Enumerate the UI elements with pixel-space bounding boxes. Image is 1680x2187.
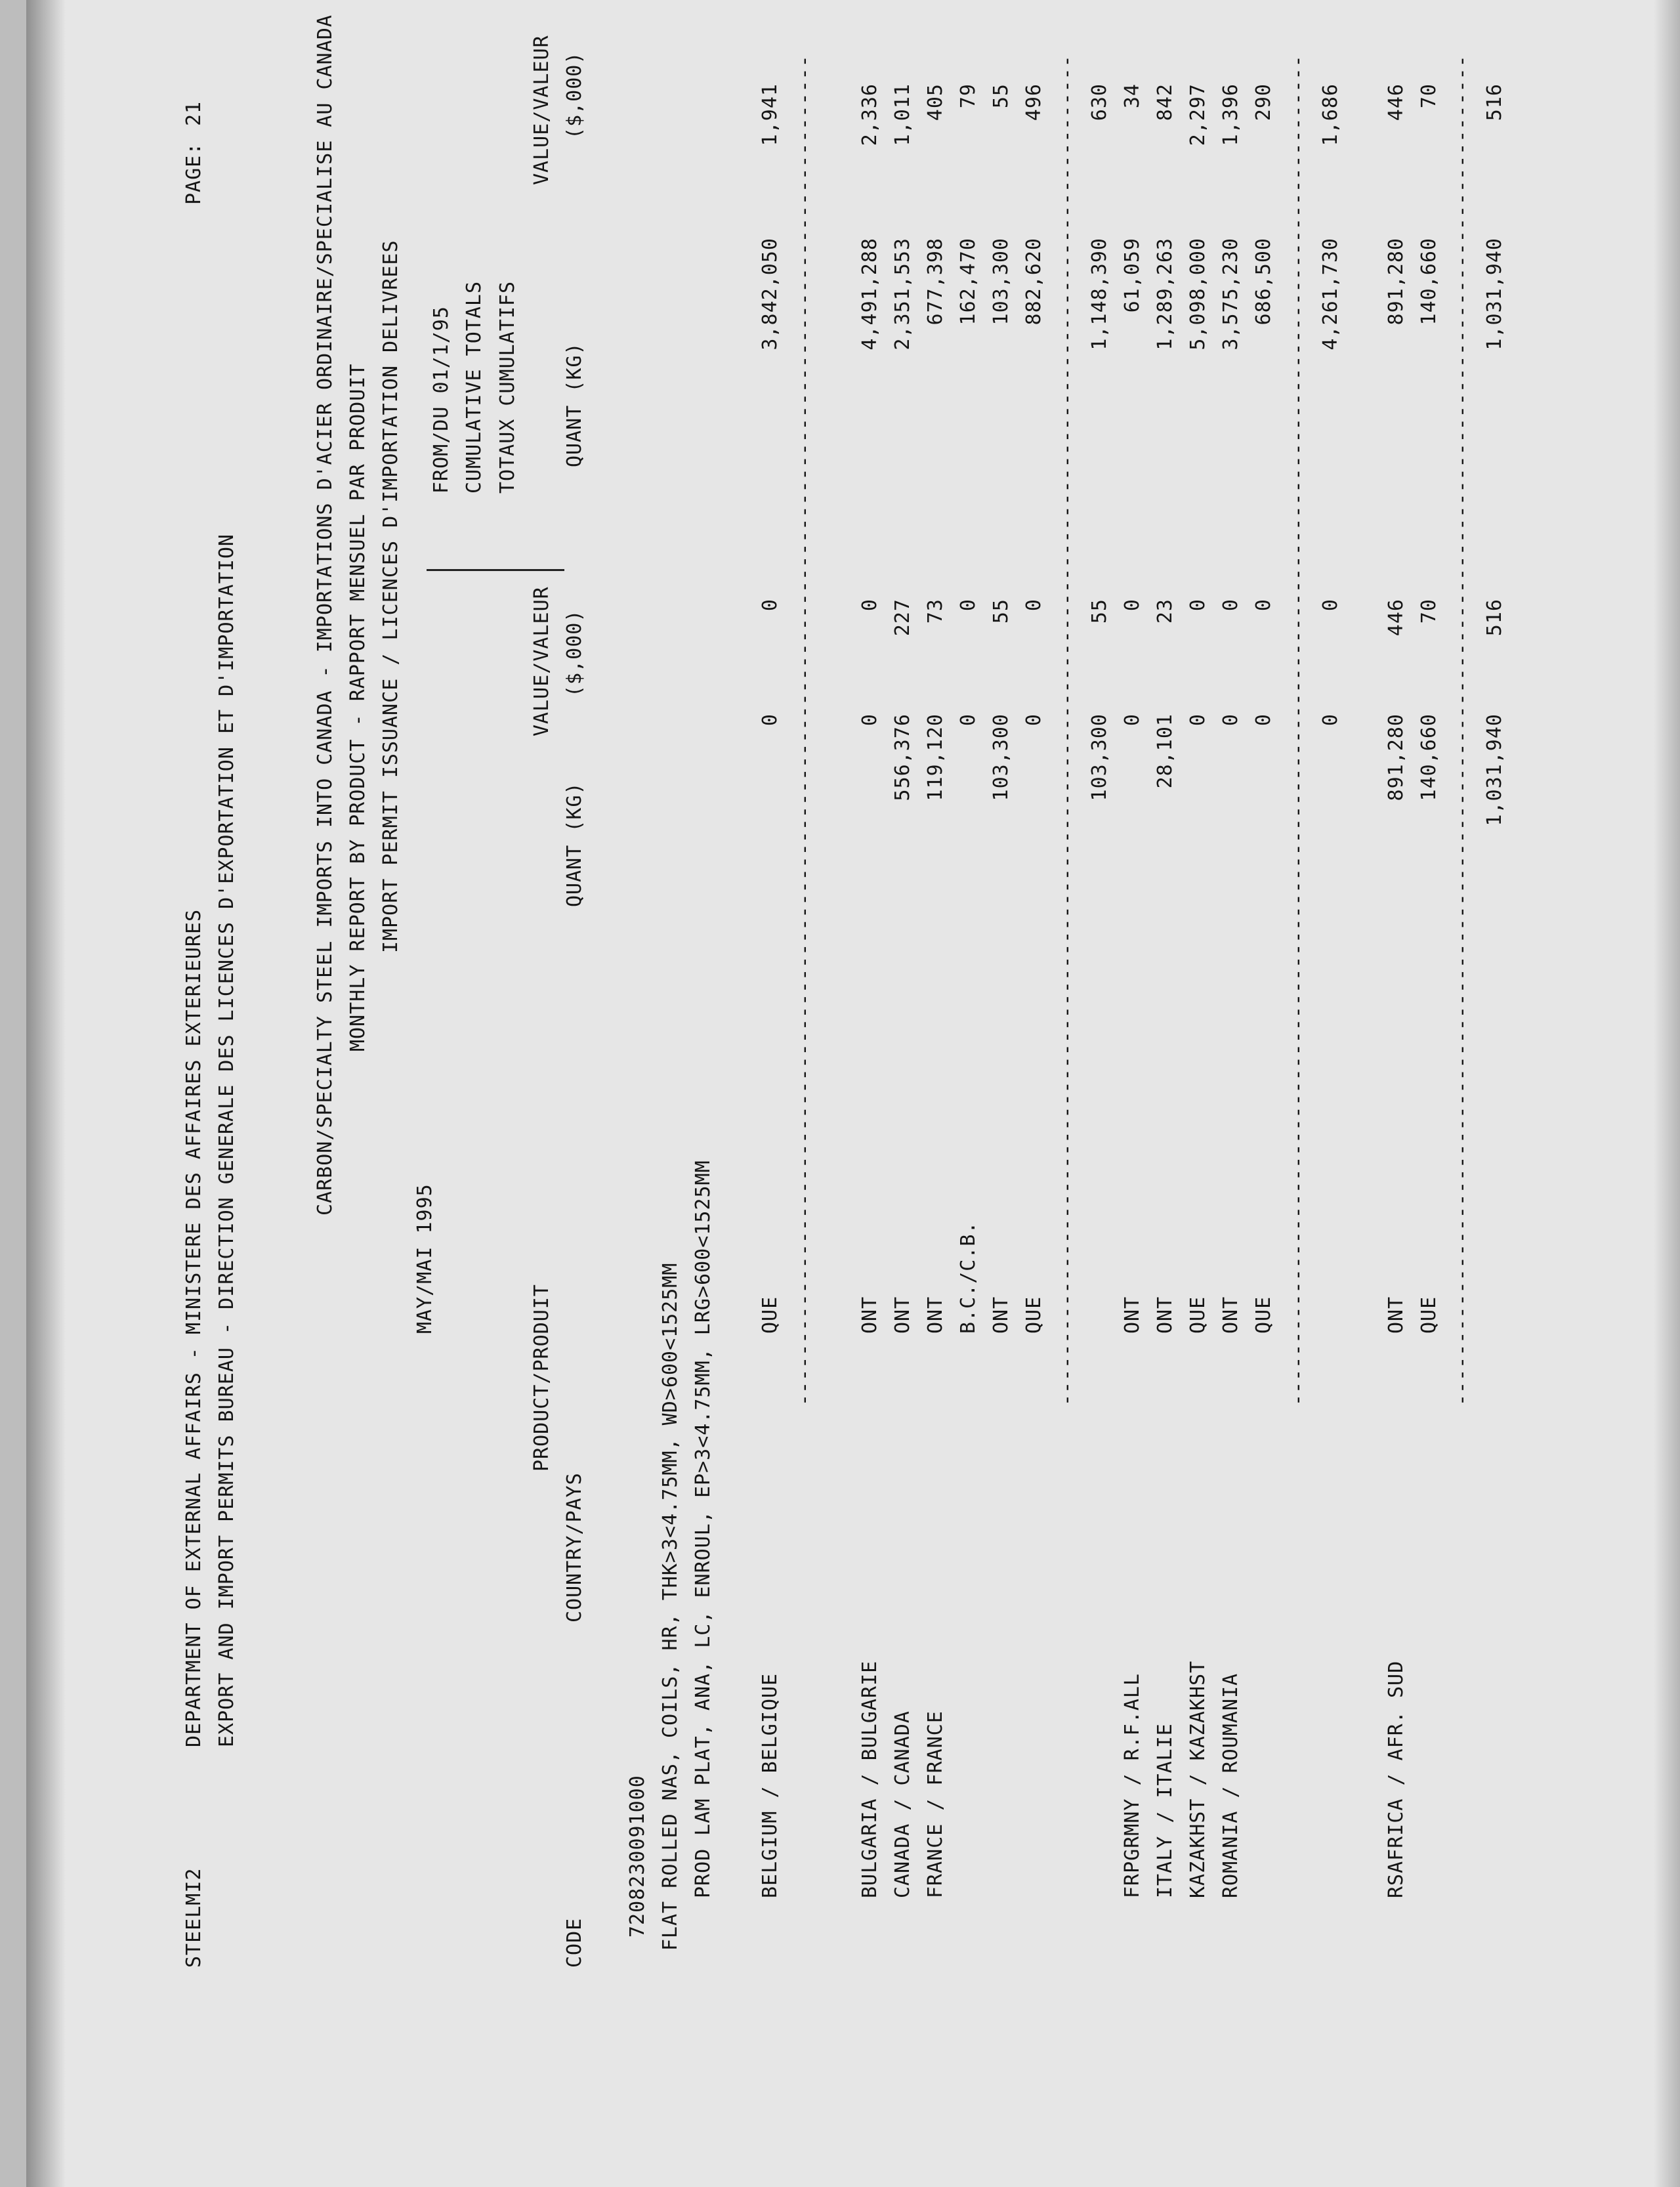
- cumulative-value-cell: 55: [990, 83, 1013, 109]
- column-header-quant: QUANT (KG): [563, 782, 586, 907]
- value-cell: 0: [1219, 599, 1242, 612]
- country-cell: ITALY / ITALIE: [1154, 1723, 1177, 1898]
- quantity-cell: 1,031,940: [1483, 713, 1506, 826]
- cumulative-quantity-cell: 891,280: [1385, 238, 1408, 326]
- cumulative-quantity-cell: 4,261,730: [1319, 238, 1342, 350]
- column-header-country: COUNTRY/PAYS: [563, 1472, 586, 1623]
- province-cell: ONT: [1121, 1296, 1144, 1334]
- cumulative-quantity-cell: 686,500: [1252, 238, 1275, 326]
- quantity-cell: 119,120: [924, 713, 947, 801]
- product-code: 7208230091000: [626, 1775, 649, 1938]
- cumulative-quantity-cell: 162,470: [957, 238, 980, 326]
- report-id: STEELMI2: [182, 1867, 205, 1968]
- country-cell: ROMANIA / ROUMANIA: [1219, 1672, 1242, 1898]
- subtotal-separator: ------------------------------------------------------------------------------------------------------------: [1286, 54, 1309, 1406]
- quantity-cell: 0: [1252, 713, 1275, 727]
- cumulative-value-cell: 70: [1418, 83, 1440, 109]
- country-cell: KAZAKHST / KAZAKHST: [1186, 1660, 1209, 1898]
- column-header-code: CODE: [563, 1917, 586, 1968]
- subtotal-separator: ------------------------------------------------------------------------------------------------------------: [1055, 54, 1078, 1406]
- cumulative-quantity-cell: 140,660: [1418, 238, 1440, 326]
- cumulative-quantity-cell: 1,031,940: [1483, 238, 1506, 350]
- cumulative-quantity-cell: 1,289,263: [1154, 238, 1177, 350]
- cumulative-quantity-cell: 5,098,000: [1186, 238, 1209, 350]
- country-cell: FRANCE / FRANCE: [924, 1710, 947, 1898]
- country-cell: BELGIUM / BELGIQUE: [759, 1672, 782, 1898]
- column-header-cum-value-units: ($,000): [563, 51, 586, 139]
- country-cell: RSAFRICA / AFR. SUD: [1385, 1660, 1408, 1898]
- quantity-cell: 0: [957, 713, 980, 727]
- cumulative-value-cell: 1,011: [891, 83, 914, 146]
- subtotal-separator: ------------------------------------------------------------------------------------------------------------: [1450, 54, 1473, 1406]
- value-cell: 516: [1483, 599, 1506, 637]
- value-cell: 0: [1252, 599, 1275, 612]
- cumulative-value-cell: 496: [1022, 83, 1045, 121]
- cumulative-totals-fr: TOTAUX CUMULATIFS: [496, 280, 519, 494]
- report-subtitle-2: IMPORT PERMIT ISSUANCE / LICENCES D'IMPORTATION DELIVREES: [379, 240, 402, 953]
- province-cell: ONT: [924, 1296, 947, 1334]
- subtotal-separator: ------------------------------------------------------------------------------------------------------------: [793, 54, 816, 1406]
- province-cell: B.C./C.B.: [957, 1221, 980, 1334]
- province-cell: ONT: [990, 1296, 1013, 1334]
- cumulative-value-cell: 1,396: [1219, 83, 1242, 146]
- quantity-cell: 0: [1219, 713, 1242, 727]
- cumulative-value-cell: 79: [957, 83, 980, 109]
- value-cell: 55: [1088, 599, 1111, 624]
- value-cell: 0: [858, 599, 881, 612]
- department-line-2: EXPORT AND IMPORT PERMITS BUREAU - DIRECTION GENERALE DES LICENCES D'EXPORTATION ET D'IMPORTATION: [215, 534, 238, 1747]
- report-title: CARBON/SPECIALTY STEEL IMPORTS INTO CANADA - IMPORTATIONS D'ACIER ORDINAIRE/SPECIALISE AU CANADA: [314, 14, 337, 1216]
- cumulative-quantity-cell: 4,491,288: [858, 238, 881, 350]
- province-cell: QUE: [1418, 1296, 1440, 1334]
- province-cell: QUE: [1252, 1296, 1275, 1334]
- quantity-cell: 556,376: [891, 713, 914, 801]
- country-cell: BULGARIA / BULGARIE: [858, 1660, 881, 1898]
- value-cell: 0: [759, 599, 782, 612]
- report-subtitle: MONTHLY REPORT BY PRODUCT - RAPPORT MENSUEL PAR PRODUIT: [346, 363, 369, 1051]
- cumulative-value-cell: 405: [924, 83, 947, 121]
- value-cell: 55: [990, 599, 1013, 624]
- cumulative-value-cell: 516: [1483, 83, 1506, 121]
- cumulative-value-cell: 446: [1385, 83, 1408, 121]
- cumulative-quantity-cell: 677,398: [924, 238, 947, 326]
- department-line-1: DEPARTMENT OF EXTERNAL AFFAIRS - MINISTERE DES AFFAIRES EXTERIEURES: [182, 908, 205, 1747]
- page-label: PAGE:: [182, 142, 205, 205]
- rotated-report: [26, 0, 1680, 2187]
- cumulative-value-cell: 290: [1252, 83, 1275, 121]
- province-cell: QUE: [1022, 1296, 1045, 1334]
- column-header-cum-quant: QUANT (KG): [563, 342, 586, 467]
- quantity-cell: 891,280: [1385, 713, 1408, 801]
- cumulative-from: FROM/DU 01/1/95: [430, 306, 453, 494]
- value-cell: 0: [1022, 599, 1045, 612]
- province-cell: QUE: [1186, 1296, 1209, 1334]
- value-cell: 0: [1186, 599, 1209, 612]
- scanned-page: [26, 0, 1680, 2187]
- province-cell: ONT: [1219, 1296, 1242, 1334]
- province-cell: ONT: [858, 1296, 881, 1334]
- cumulative-value-cell: 34: [1121, 83, 1144, 109]
- province-cell: ONT: [891, 1296, 914, 1334]
- cumulative-quantity-cell: 3,842,050: [759, 238, 782, 350]
- cumulative-value-cell: 1,941: [759, 83, 782, 146]
- country-cell: FRPGRMNY / R.F.ALL: [1121, 1672, 1144, 1898]
- cumulative-quantity-cell: 882,620: [1022, 238, 1045, 326]
- product-description-en: FLAT ROLLED NAS, COILS, HR, THK>3<4.75MM, WD>600<1525MM: [659, 1262, 682, 1951]
- column-header-product: PRODUCT/PRODUIT: [530, 1284, 553, 1472]
- cumulative-totals-en: CUMULATIVE TOTALS: [463, 280, 486, 494]
- quantity-cell: 0: [759, 713, 782, 727]
- value-cell: 0: [1319, 599, 1342, 612]
- cumulative-value-cell: 630: [1088, 83, 1111, 121]
- value-cell: 70: [1418, 599, 1440, 624]
- country-cell: CANADA / CANADA: [891, 1710, 914, 1898]
- cumulative-value-cell: 2,336: [858, 83, 881, 146]
- quantity-cell: 0: [1319, 713, 1342, 727]
- value-cell: 0: [957, 599, 980, 612]
- report-period: MAY/MAI 1995: [413, 1183, 436, 1334]
- page-number: 21: [182, 100, 205, 126]
- value-cell: 227: [891, 599, 914, 637]
- value-cell: 73: [924, 599, 947, 624]
- quantity-cell: 0: [1121, 713, 1144, 727]
- quantity-cell: 0: [858, 713, 881, 727]
- province-cell: ONT: [1385, 1296, 1408, 1334]
- cumulative-value-cell: 842: [1154, 83, 1177, 121]
- product-description-fr: PROD LAM PLAT, ANA, LC, ENROUL, EP>3<4.75MM, LRG>600<1525MM: [692, 1160, 715, 1898]
- cumulative-value-cell: 1,686: [1319, 83, 1342, 146]
- quantity-cell: 0: [1186, 713, 1209, 727]
- cumulative-quantity-cell: 1,148,390: [1088, 238, 1111, 350]
- province-cell: QUE: [759, 1296, 782, 1334]
- cumulative-quantity-cell: 103,300: [990, 238, 1013, 326]
- value-cell: 0: [1121, 599, 1144, 612]
- cumulative-divider: [427, 569, 564, 571]
- column-header-cum-value: VALUE/VALEUR: [530, 35, 553, 185]
- cumulative-quantity-cell: 3,575,230: [1219, 238, 1242, 350]
- cumulative-quantity-cell: 61,059: [1121, 238, 1144, 313]
- column-header-value: VALUE/VALEUR: [530, 586, 553, 736]
- quantity-cell: 140,660: [1418, 713, 1440, 801]
- cumulative-value-cell: 2,297: [1186, 83, 1209, 146]
- cumulative-quantity-cell: 2,351,553: [891, 238, 914, 350]
- quantity-cell: 103,300: [1088, 713, 1111, 801]
- quantity-cell: 103,300: [990, 713, 1013, 801]
- province-cell: ONT: [1154, 1296, 1177, 1334]
- value-cell: 23: [1154, 599, 1177, 624]
- quantity-cell: 28,101: [1154, 713, 1177, 789]
- value-cell: 446: [1385, 599, 1408, 637]
- column-header-value-units: ($,000): [563, 609, 586, 697]
- quantity-cell: 0: [1022, 713, 1045, 727]
